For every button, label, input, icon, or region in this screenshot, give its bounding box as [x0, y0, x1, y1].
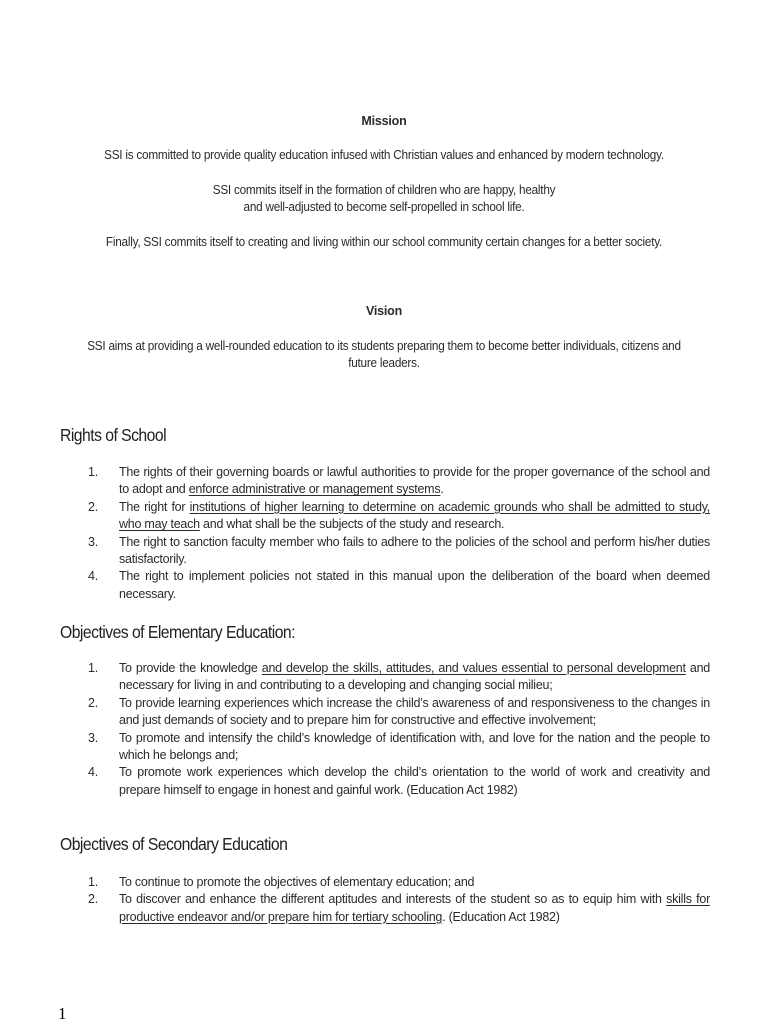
mission-paragraph-1: SSI is committed to provide quality education infused with Christian values and enhanced by modern technology. — [104, 148, 664, 162]
list-text-underlined: institutions of higher learning to determine on academic grounds who shall be admitted to study, who may teach — [119, 499, 710, 532]
elementary-objectives-list — [60, 660, 710, 799]
list-item — [60, 499, 710, 534]
list-text: The right to implement policies not stated in this manual upon the deliberation of the board when deemed necessary. — [119, 569, 710, 601]
list-text: and necessary for living in and contributing to a developing and changing social milieu; — [119, 661, 710, 693]
list-number: 1. — [88, 875, 98, 889]
vision-heading: Vision — [365, 304, 403, 318]
list-text-underlined: skills for productive endeavor and/or prepare him for tertiary schooling — [119, 892, 710, 924]
rights-list — [60, 464, 710, 603]
list-number: 3. — [88, 730, 98, 745]
mission-heading: Mission — [361, 114, 407, 128]
list-item — [60, 891, 710, 926]
mission-paragraph-3: Finally, SSI commits itself to creating and living within our school community certain changes for a better society. — [105, 235, 663, 249]
list-number: 4. — [88, 569, 98, 584]
secondary-objectives-list — [60, 874, 710, 926]
list-text-underlined: enforce administrative or management systems — [188, 482, 441, 497]
list-number: 3. — [88, 534, 98, 549]
list-number: 1. — [88, 661, 98, 675]
list-text: To provide the knowledge — [119, 661, 262, 675]
list-text: To promote and intensify the child’s knowledge of identification with, and love for the nation and the people to which he belongs and; — [119, 730, 710, 763]
list-text: and what shall be the subjects of the study and research. — [199, 517, 505, 532]
secondary-objectives-title: Objectives of Secondary Education — [60, 834, 288, 854]
list-text: The right to sanction faculty member who fails to adhere to the policies of the school and perform his/her duties satisfactorily. — [119, 534, 710, 567]
list-number: 2. — [88, 695, 98, 710]
list-number: 2. — [88, 499, 98, 514]
mission-paragraph-2-line-1: SSI commits itself in the formation of children who are happy, healthy — [212, 183, 556, 197]
list-item — [60, 730, 710, 765]
list-text: The rights of their governing boards or lawful authorities to provide for the proper governance of the school and to adopt and — [119, 465, 710, 497]
list-text: . — [440, 482, 444, 497]
page-number: 1 — [58, 1004, 67, 1023]
list-text: To continue to promote the objectives of elementary education; and — [119, 875, 475, 889]
list-item — [60, 534, 710, 569]
list-item — [60, 695, 710, 730]
list-item — [60, 464, 710, 499]
list-text: To provide learning experiences which increase the child’s awareness of and responsiveness to the changes in and just demands of society and to prepare him for constructive and effective involvement; — [119, 695, 710, 728]
list-text: To promote work experiences which develop the child’s orientation to the world of work and creativity and prepare himself to engage in honest and gainful work. (Education Act 1982) — [119, 765, 710, 797]
list-text: . (Education Act 1982) — [442, 909, 560, 924]
rights-of-school-title: Rights of School — [60, 425, 167, 445]
list-item — [60, 874, 710, 891]
list-item — [60, 764, 710, 799]
vision-paragraph: SSI aims at providing a well-rounded education to its students preparing them to become better individuals, citizens and future leaders. — [87, 339, 681, 370]
list-text: To discover and enhance the different aptitudes and interests of the student so as to equip him with — [119, 892, 667, 907]
list-item — [60, 660, 710, 695]
list-number: 1. — [88, 465, 98, 479]
mission-paragraph-2 — [61, 182, 708, 216]
elementary-objectives-title: Objectives of Elementary Education: — [60, 622, 295, 642]
list-text: The right for — [119, 499, 190, 514]
list-number: 2. — [88, 892, 98, 907]
list-number: 4. — [88, 765, 98, 780]
list-item — [60, 568, 710, 603]
mission-paragraph-2-line-2: and well-adjusted to become self-propelled in school life. — [243, 200, 525, 214]
list-text-underlined: and develop the skills, attitudes, and values essential to personal development — [261, 661, 686, 675]
